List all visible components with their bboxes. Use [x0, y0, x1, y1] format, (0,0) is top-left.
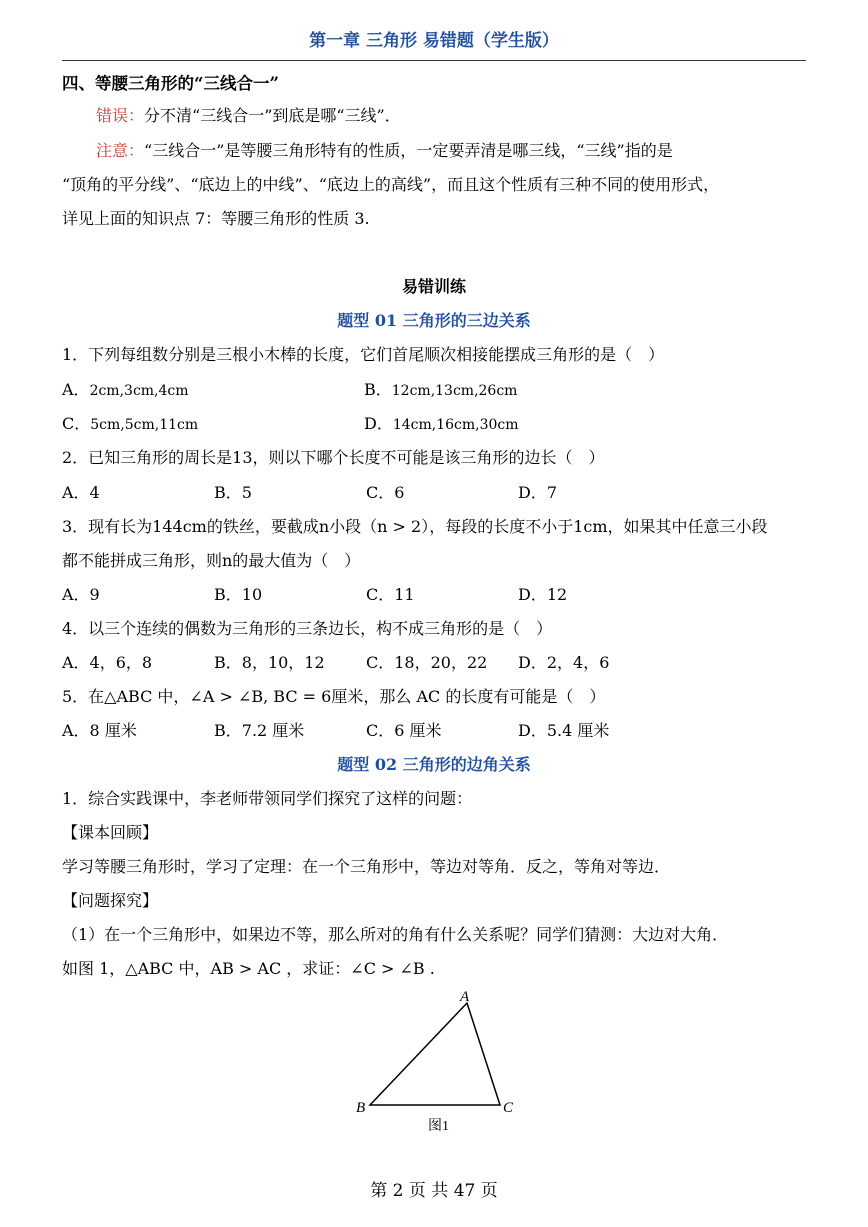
- q4-stem: 4．以三个连续的偶数为三角形的三条边长，构不成三角形的是（ ）: [62, 619, 553, 638]
- vertex-b-label: B: [356, 1100, 366, 1116]
- q5-option-a: A．8 厘米: [62, 721, 137, 740]
- q1-option-c-label: C．: [62, 414, 91, 433]
- type02-line-4: 【问题探究】: [62, 891, 159, 910]
- type02-line-2: 【课本回顾】: [62, 823, 159, 842]
- q1-option-a-value: 2cm,3cm,4cm: [89, 383, 189, 399]
- figure-caption: 图1: [428, 1119, 449, 1134]
- vertex-a-label: A: [460, 989, 470, 1005]
- type01-title: 题型 01 三角形的三边关系: [337, 311, 531, 330]
- triangle-abc: [370, 1003, 500, 1105]
- note-label: 注意：: [96, 141, 145, 160]
- q1-option-d-label: D．: [364, 414, 393, 433]
- page-footer: 第 2 页 共 47 页: [370, 1181, 498, 1201]
- type02-line-5: （1）在一个三角形中，如果边不等，那么所对的角有什么关系呢？同学们猜测：大边对大角．: [62, 925, 729, 944]
- q5-stem: 5．在△ABC 中，∠A > ∠B, BC = 6厘米，那么 AC 的长度有可能是（ ）: [62, 687, 606, 706]
- q3-option-b: B．10: [214, 585, 263, 604]
- q4-option-c: C．18，20，22: [366, 653, 488, 672]
- q4-option-a: A．4，6，8: [62, 653, 153, 672]
- q1-option-d: [364, 411, 519, 434]
- error-line: [96, 103, 401, 126]
- type02-line-6: 如图 1，△ABC 中，AB > AC ，求证：∠C > ∠B .: [62, 959, 435, 978]
- q1-option-b: [364, 377, 517, 400]
- q1-option-d-value: 14cm,16cm,30cm: [392, 417, 519, 433]
- q5-option-d: D．5.4 厘米: [518, 721, 610, 740]
- page-header-title: 第一章 三角形 易错题（学生版）: [309, 31, 559, 51]
- note-text-1: “三线合一”是等腰三角形特有的性质，一定要弄清是哪三线，“三线”指的是: [144, 141, 673, 160]
- error-label: 错误：: [96, 106, 145, 125]
- vertex-c-label: C: [503, 1100, 514, 1116]
- type02-title: 题型 02 三角形的边角关系: [337, 755, 531, 774]
- q2-option-c: C．6: [366, 483, 405, 502]
- section-heading: 四、等腰三角形的“三线合一”: [62, 74, 279, 93]
- triangle-figure: [340, 985, 530, 1135]
- q1-option-c-value: 5cm,5cm,11cm: [90, 417, 199, 433]
- q1-option-b-label: B．: [364, 380, 392, 399]
- note-line-3: 详见上面的知识点 7：等腰三角形的性质 3.: [62, 209, 370, 228]
- note-line-2: “顶角的平分线”、“底边上的中线”、“底边上的高线”，而且这个性质有三种不同的使用形式，: [62, 175, 720, 194]
- q2-option-d: D．7: [518, 483, 558, 502]
- q1-option-a-label: A．: [62, 380, 90, 399]
- q5-option-b: B．7.2 厘米: [214, 721, 305, 740]
- type02-line-3: 学习等腰三角形时，学习了定理：在一个三角形中，等边对等角．反之，等角对等边．: [62, 857, 671, 876]
- error-text: 分不清“三线合一”到底是哪“三线”．: [144, 106, 401, 125]
- q1-option-a: [62, 377, 189, 400]
- q2-stem: 2．已知三角形的周长是13，则以下哪个长度不可能是该三角形的边长（ ）: [62, 448, 605, 467]
- q1-option-c: [62, 411, 198, 434]
- q3-option-a: A．9: [62, 585, 100, 604]
- q5-option-c: C．6 厘米: [366, 721, 442, 740]
- q3-option-c: C．11: [366, 585, 415, 604]
- q2-option-b: B．5: [214, 483, 252, 502]
- q4-option-d: D．2，4，6: [518, 653, 610, 672]
- type02-line-1: 1．综合实践课中，李老师带领同学们探究了这样的问题：: [62, 789, 473, 808]
- q3-stem-line-2: 都不能拼成三角形，则n的最大值为（ ）: [62, 551, 361, 570]
- q1-option-b-value: 12cm,13cm,26cm: [391, 383, 518, 399]
- q1-stem: 1．下列每组数分别是三根小木棒的长度，它们首尾顺次相接能摆成三角形的是（ ）: [62, 345, 665, 364]
- training-title: 易错训练: [401, 277, 466, 296]
- q3-option-d: D．12: [518, 585, 568, 604]
- header-rule: [62, 60, 806, 61]
- note-line-1: [96, 138, 673, 161]
- q4-option-b: B．8，10，12: [214, 653, 325, 672]
- q3-stem-line-1: 3．现有长为144cm的铁丝，要截成n小段（n > 2），每段的长度不小于1cm，如果其中任意三小段: [62, 517, 768, 536]
- q2-option-a: A．4: [62, 483, 100, 502]
